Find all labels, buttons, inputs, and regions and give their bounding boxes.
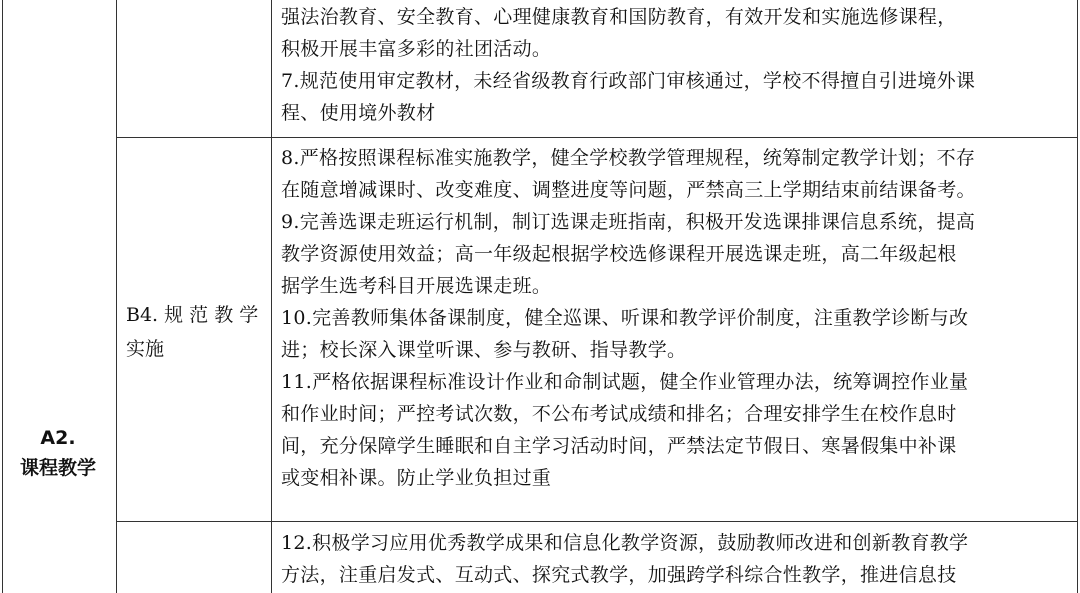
- text-line: 教学资源使用效益；高一年级起根据学校选修课程开展选课走班，高二年级起根: [281, 243, 957, 265]
- text-line: 10.完善教师集体备课制度，健全巡课、听课和教学评价制度，注重教学诊断与改: [281, 307, 969, 329]
- text-line: 12.积极学习应用优秀教学成果和信息化教学资源，鼓励教师改进和创新教育教学: [281, 532, 969, 554]
- text-line: 9.完善选课走班运行机制，制订选课走班指南，积极开发选课排课信息系统，提高: [281, 211, 976, 233]
- subcategory-cell-b4: [126, 298, 266, 366]
- text-line: 8.严格按照课程标准实施教学，健全学校教学管理规程，统筹制定教学计划；不存: [281, 147, 976, 169]
- text-line: 间，充分保障学生睡眠和自主学习活动时间，严禁法定节假日、寒暑假集中补课: [281, 435, 957, 457]
- text-line: 在随意增减课时、改变难度、调整进度等问题，严禁高三上学期结束前结课备考。: [281, 179, 976, 201]
- text-line: 或变相补课。防止学业负担过重: [281, 467, 552, 489]
- text-line: 据学生选考科目开展选课走班。: [281, 275, 552, 297]
- text-line: 11.严格依据课程标准设计作业和命制试题，健全作业管理办法，统筹调控作业量: [281, 371, 969, 393]
- category-name: 课程教学: [19, 457, 96, 479]
- text-line: 7.规范使用审定教材，未经省级教育行政部门审核通过，学校不得擅自引进境外课: [281, 70, 976, 92]
- category-code: A2.: [40, 427, 76, 449]
- text-line: 和作业时间；严控考试次数，不公布考试成绩和排名；合理安排学生在校作息时: [281, 403, 957, 425]
- table-border-right: [1077, 0, 1078, 593]
- b4-row-content: [281, 142, 976, 494]
- table-divider-subcategory: [271, 0, 272, 593]
- subcategory-label-line1: B4. 规 范 教 学: [126, 304, 259, 326]
- text-line: 进；校长深入课堂听课、参与教研、指导教学。: [281, 339, 687, 361]
- text-line: 积极开展丰富多彩的社团活动。: [281, 38, 552, 60]
- table-divider-category: [116, 0, 117, 593]
- row-divider-b4-top: [116, 137, 1078, 138]
- top-row-content: [281, 1, 975, 129]
- subcategory-label-line2: 实施: [126, 338, 165, 360]
- text-line: 强法治教育、安全教育、心理健康教育和国防教育，有效开发和实施选修课程，: [281, 6, 957, 28]
- bottom-row-content: [281, 527, 968, 591]
- text-line: 方法，注重启发式、互动式、探究式教学，加强跨学科综合性教学，推进信息技: [281, 564, 957, 586]
- text-line: 程、使用境外教材: [281, 102, 436, 124]
- table-border-left: [2, 0, 3, 593]
- row-divider-b4-bottom: [116, 521, 1078, 522]
- category-cell: [0, 423, 116, 483]
